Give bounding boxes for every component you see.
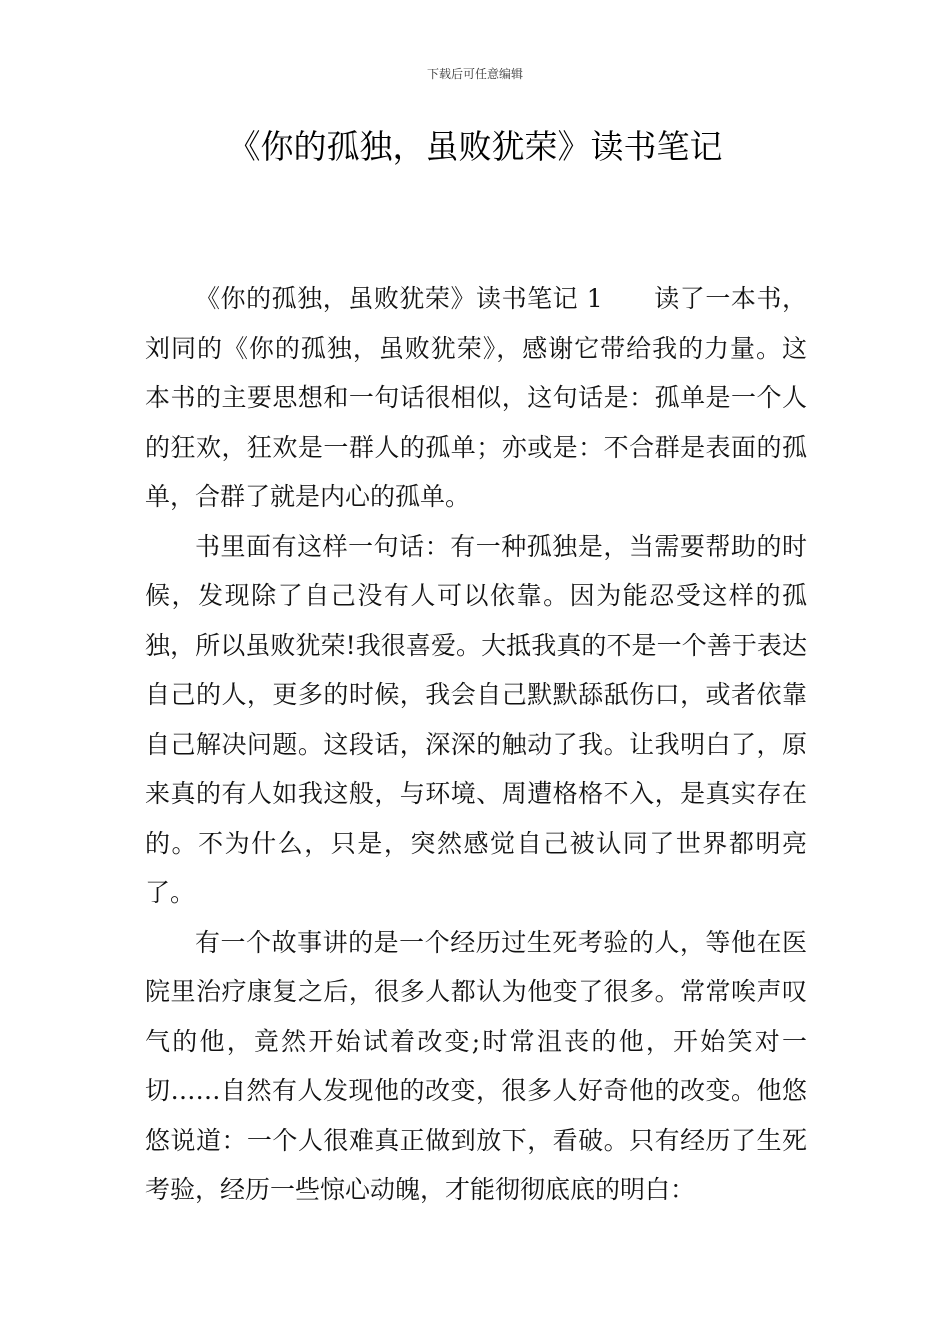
paragraph-3: 有一个故事讲的是一个经历过生死考验的人，等他在医院里治疗康复之后，很多人都认为他变了很多。常常唉声叹气的他，竟然开始试着改变;时常沮丧的他，开始笑对一切……自然有人发现他的改变，很多人好奇他的改变。他悠悠说道：一个人很难真正做到放下，看破。只有经历了生死考验，经历一些惊心动魄，才能彻彻底底的明白： xyxy=(145,927,807,1204)
document-body xyxy=(145,274,807,1215)
paragraph-1: 《你的孤独，虽败犹荣》读书笔记 1 读了一本书，刘同的《你的孤独，虽败犹荣》，感谢它带给我的力量。这本书的主要思想和一句话很相似，这句话是：孤单是一个人的狂欢，狂欢是一群人的孤单；亦或是：不合群是表面的孤单，合群了就是内心的孤单。 xyxy=(145,284,807,511)
paragraph-2: 书里面有这样一句话：有一种孤独是，当需要帮助的时候，发现除了自己没有人可以依靠。因为能忍受这样的孤独，所以虽败犹荣!我很喜爱。大抵我真的不是一个善于表达自己的人，更多的时候，我会自己默默舔舐伤口，或者依靠自己解决问题。这段话，深深的触动了我。让我明白了，原来真的有人如我这般，与环境、周遭格格不入，是真实存在的。不为什么，只是，突然感觉自己被认同了世界都明亮了。 xyxy=(145,531,807,907)
header-note: 下载后可任意编辑 xyxy=(426,67,523,81)
document-title: 《你的孤独，虽败犹荣》读书笔记 xyxy=(227,127,723,166)
